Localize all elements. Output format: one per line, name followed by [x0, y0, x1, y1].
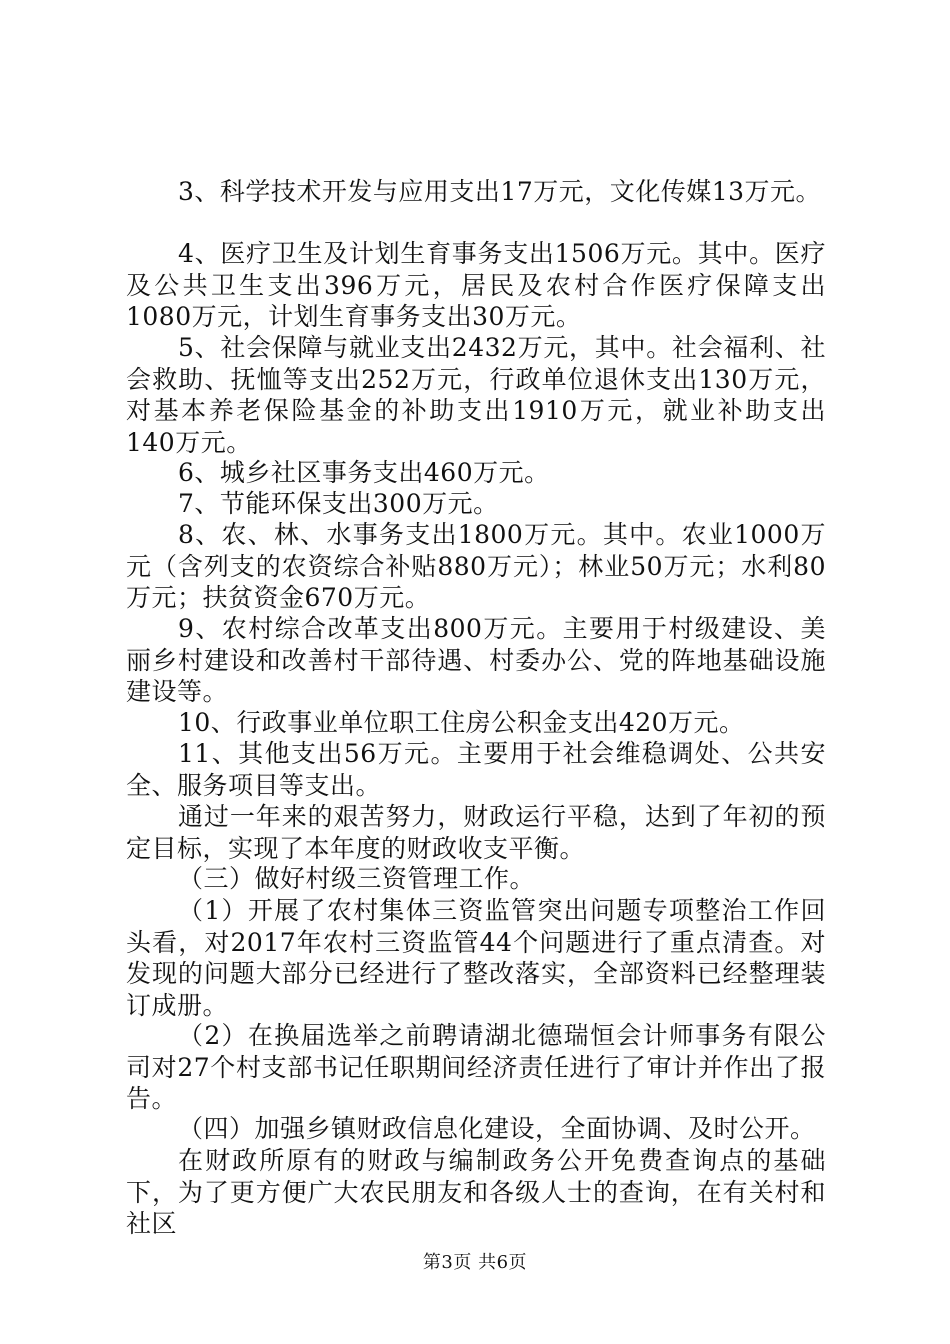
paragraph-item-7: 7、节能环保支出300万元。: [178, 489, 499, 518]
paragraph-item-11: 11、其他支出56万元。主要用于社会维稳调处、公共安全、服务项目等支出。: [126, 739, 826, 800]
paragraph-item-10: 10、行政事业单位职工住房公积金支出420万元。: [178, 708, 745, 737]
paragraph-sub-2: （2）在换届选举之前聘请湖北德瑞恒会计师事务有限公司对27个村支部书记任职期间经济责任进行了审计并作出了报告。: [126, 1021, 826, 1113]
paragraph-section-4: 在财政所原有的财政与编制政务公开免费查询点的基础下，为了更方便广大农民朋友和各级人士的查询，在有关村和社区: [126, 1146, 826, 1238]
paragraph-item-9: 9、农村综合改革支出800万元。主要用于村级建设、美丽乡村建设和改善村干部待遇、村委办公、党的阵地基础设施建设等。: [126, 614, 826, 706]
paragraph-summary: 通过一年来的艰苦努力，财政运行平稳，达到了年初的预定目标，实现了本年度的财政收支平衡。: [126, 802, 826, 863]
paragraph-item-5: 5、社会保障与就业支出2432万元，其中。社会福利、社会救助、抚恤等支出252万元，行政单位退休支出130万元，对基本养老保险基金的补助支出1910万元，就业补助支出140万元。: [126, 333, 826, 457]
section-heading-4: （四）加强乡镇财政信息化建设，全面协调、及时公开。: [178, 1114, 816, 1143]
section-heading-3: （三）做好村级三资管理工作。: [178, 864, 536, 893]
paragraph-item-6: 6、城乡社区事务支出460万元。: [178, 458, 550, 487]
paragraph-sub-1: （1）开展了农村集体三资监管突出问题专项整治工作回头看，对2017年农村三资监管44个问题进行了重点清查。对发现的问题大部分已经进行了整改落实，全部资料已经整理装订成册。: [126, 896, 826, 1020]
paragraph-item-8: 8、农、林、水事务支出1800万元。其中。农业1000万元（含列支的农资综合补贴880万元）；林业50万元；水利80万元；扶贫资金670万元。: [126, 520, 826, 612]
paragraph-item-3: 3、科学技术开发与应用支出17万元，文化传媒13万元。: [178, 177, 822, 206]
page-footer: 第3页 共6页: [422, 1252, 528, 1273]
paragraph-item-4: 4、医疗卫生及计划生育事务支出1506万元。其中。医疗及公共卫生支出396万元，居民及农村合作医疗保障支出1080万元，计划生育事务支出30万元。: [126, 239, 826, 331]
